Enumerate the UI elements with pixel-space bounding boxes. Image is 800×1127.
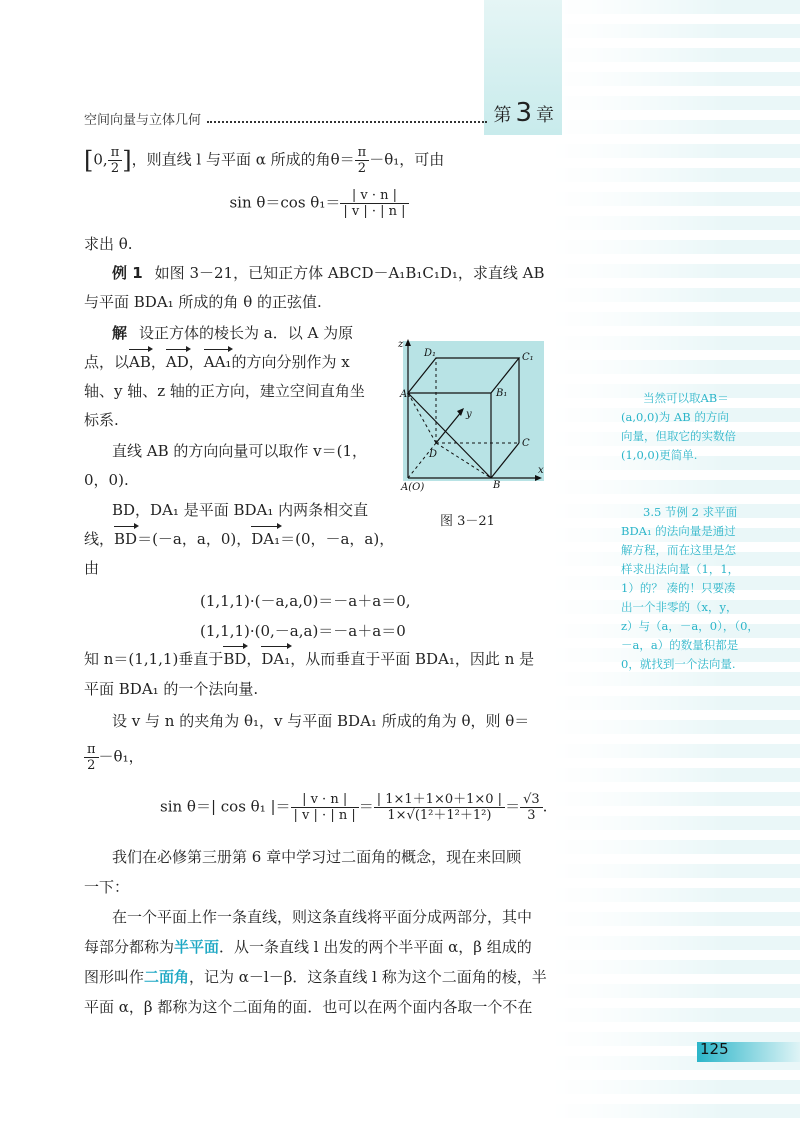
intro-formula: sin θ＝cos θ₁＝ $\frac{| v \cdot n |}{| v | \cdot | n |}$ [84, 188, 554, 219]
review-line-4: 每部分都称为半平面．从一条直线 l 出发的两个半平面 α，β 组成的 [84, 938, 532, 956]
solution-p4-line-1: 知 n＝(1,1,1)垂直于BD，DA₁，从而垂直于平面 BDA₁，因此 n 是 [84, 650, 535, 668]
solution-p2-line-1: 直线 AB 的方向向量可以取作 v＝(1， [112, 442, 368, 460]
sidenote-1: 当然可以取AB＝ (a,0,0)为 AB 的方向 向量，但取它的实数倍 (1,0,0)更简单. [621, 391, 736, 462]
equation-2: (1,1,1)·(0,－a,a)＝－a＋a＝0 [200, 622, 406, 640]
solution-line-4: 标系. [84, 411, 119, 429]
solution-p3-line-3: 由 [84, 559, 100, 577]
review-line-3: 在一个平面上作一条直线，则这条直线将平面分成两部分，其中 [112, 908, 533, 926]
example-line-2: 与平面 BDA₁ 所成的角 θ 的正弦值. [84, 293, 322, 311]
label-z: z [398, 339, 404, 350]
solution-line-1: 解 设正方体的棱长为 a．以 A 为原 [112, 324, 354, 342]
intro-line-2: 求出 θ. [84, 235, 133, 253]
label-A: A(O) [401, 482, 425, 493]
review-line-1: 我们在必修第三册第 6 章中学习过二面角的概念，现在来回顾 [112, 848, 522, 866]
label-B: B [493, 480, 501, 491]
solution-p3-line-1: BD，DA₁ 是平面 BDA₁ 内两条相交直 [112, 501, 369, 519]
sidenote-2: 3.5 节例 2 求平面 BDA₁ 的法向量是通过 解方程，而在这里是怎 样求出法向量（1，1， 1）的？ 凑的！只要凑 出一个非零的（x，y， z）与（a，－a，0），（0， －a，a）的数量积都是 0，就找到一个法向量. [621, 505, 759, 671]
solution-p4-line-2: 平面 BDA₁ 的一个法向量. [84, 680, 259, 698]
review-line-6: 平面 α，β 都称为这个二面角的面．也可以在两个面内各取一个不在 [84, 998, 533, 1016]
example-line-1: 例 1 如图 3－21，已知正方体 ABCD－A₁B₁C₁D₁，求直线 AB [112, 264, 545, 282]
label-x: x [538, 465, 544, 476]
equation-1: (1,1,1)·(－a,a,0)＝－a＋a＝0, [200, 592, 411, 610]
label-C1: C₁ [522, 352, 534, 363]
solution-line-3: 轴、y 轴、z 轴的正方向，建立空间直角坐 [84, 382, 365, 400]
label-B1: B₁ [496, 388, 508, 399]
solution-p5-line-1: 设 v 与 n 的夹角为 θ₁，v 与平面 BDA₁ 所成的角为 θ，则 θ＝ [112, 712, 530, 730]
review-line-5: 图形叫作二面角，记为 α－l－β．这条直线 l 称为这个二面角的棱，半 [84, 968, 547, 986]
label-D1: D₁ [424, 348, 437, 359]
page-number: 125 [700, 1040, 729, 1058]
label-A1: A₁ [400, 389, 412, 400]
cube-figure [396, 333, 548, 493]
running-header [84, 100, 554, 128]
solution-p5-line-2: $\frac{\pi}{2}$ －θ₁， [84, 742, 144, 773]
label-D: D [429, 449, 438, 460]
review-line-2: 一下： [84, 878, 130, 896]
figure-caption: 图 3－21 [440, 514, 495, 529]
intro-line-1: [0, $\frac{\pi}{2}$ ]，则直线 l 与平面 α 所成的角θ＝ $\frac{\pi}{2}$ －θ₁，可由 [84, 145, 445, 176]
solution-p2-line-2: 0，0). [84, 471, 129, 489]
term-dihedral-angle: 二面角 [144, 968, 190, 986]
section-title: 空间向量与立体几何 [84, 113, 202, 128]
solution-line-2: 点，以AB，AD，AA₁的方向分别作为 x [84, 353, 350, 371]
solution-p3-line-2: 线，BD＝(－a，a，0)，DA₁＝(0，－a，a)， [84, 530, 395, 548]
chapter-label: 第 3 章 [493, 98, 554, 128]
label-y: y [466, 409, 472, 420]
term-half-plane: 半平面 [174, 938, 220, 956]
label-C: C [522, 438, 530, 449]
final-formula: sin θ＝| cos θ₁ |＝ $\frac{| v \cdot n |}{| v | \cdot | n |}$ ＝ $\frac{| 1\times 1+1\times 0+1\times 0 |}{\text{1×√(1²＋1²＋1²)}}$ ＝ $\frac{√3}{3}$ . [160, 792, 548, 823]
leader-dots [207, 121, 487, 123]
